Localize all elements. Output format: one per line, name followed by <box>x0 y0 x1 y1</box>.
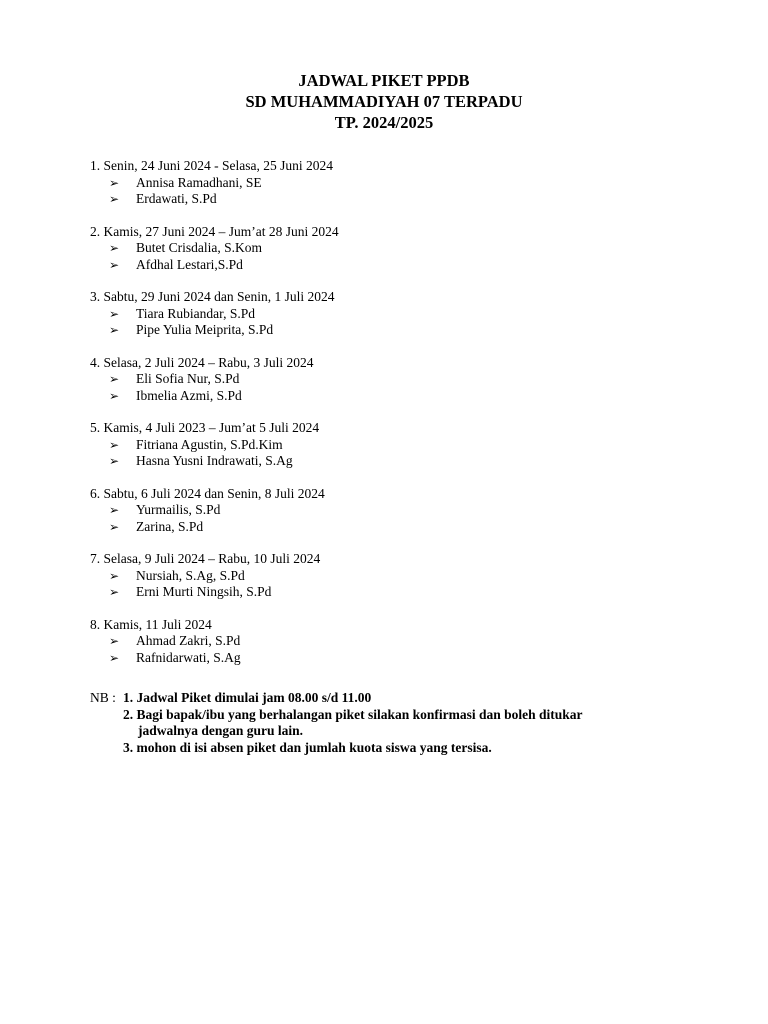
schedule-entry-heading: 6. Sabtu, 6 Juli 2024 dan Senin, 8 Juli 2024 <box>90 485 325 501</box>
schedule-person <box>90 257 710 274</box>
arrow-bullet-icon: ➢ <box>109 454 120 468</box>
schedule-person <box>90 306 710 323</box>
note-3: 3. mohon di isi absen piket dan jumlah kuota siswa yang tersisa. <box>123 739 492 755</box>
schedule-entry <box>90 355 710 405</box>
person-name: Tiara Rubiandar, S.Pd <box>136 305 255 321</box>
schedule-entry <box>90 551 710 601</box>
arrow-bullet-icon: ➢ <box>109 634 120 648</box>
schedule-person <box>90 322 710 339</box>
schedule-entry-heading: 3. Sabtu, 29 Juni 2024 dan Senin, 1 Juli 2024 <box>90 289 335 304</box>
person-name: Nursiah, S.Ag, S.Pd <box>136 567 245 583</box>
schedule-person <box>90 633 710 650</box>
schedule-person <box>90 388 710 405</box>
schedule-list <box>90 158 710 682</box>
title-line-1: JADWAL PIKET PPDB <box>298 71 470 90</box>
note-2: 2. Bagi bapak/ibu yang berhalangan piket silakan konfirmasi dan boleh ditukar <box>123 706 583 722</box>
schedule-person <box>90 584 710 601</box>
title-line-3: TP. 2024/2025 <box>334 113 434 132</box>
schedule-entry <box>90 158 710 208</box>
arrow-bullet-icon: ➢ <box>109 437 120 452</box>
notes-section <box>90 690 710 756</box>
schedule-person <box>90 240 710 257</box>
person-name: Ahmad Zakri, S.Pd <box>136 633 241 648</box>
arrow-bullet-icon: ➢ <box>109 257 120 272</box>
schedule-entry <box>90 486 710 536</box>
arrow-bullet-icon: ➢ <box>109 372 120 386</box>
arrow-bullet-icon: ➢ <box>109 388 120 403</box>
person-name: Pipe Yulia Meiprita, S.Pd <box>136 322 274 337</box>
person-name: Eli Sofia Nur, S.Pd <box>136 371 240 386</box>
note-2-continuation: jadwalnya dengan guru lain. <box>138 723 304 738</box>
arrow-bullet-icon: ➢ <box>109 503 120 517</box>
schedule-person <box>90 650 710 667</box>
arrow-bullet-icon: ➢ <box>109 175 120 190</box>
schedule-person <box>90 175 710 192</box>
person-name: Erni Murti Ningsih, S.Pd <box>136 584 272 599</box>
title-line-2: SD MUHAMMADIYAH 07 TERPADU <box>245 92 523 111</box>
schedule-entry-heading: 5. Kamis, 4 Juli 2023 – Jum’at 5 Juli 2024 <box>90 420 320 435</box>
schedule-person <box>90 191 710 208</box>
person-name: Rafnidarwati, S.Ag <box>136 649 241 665</box>
person-name: Yurmailis, S.Pd <box>136 502 221 517</box>
person-name: Butet Crisdalia, S.Kom <box>136 240 262 255</box>
schedule-person <box>90 437 710 454</box>
schedule-entry-heading: 8. Kamis, 11 Juli 2024 <box>90 616 212 632</box>
schedule-entry <box>90 289 710 339</box>
schedule-entry-heading: 7. Selasa, 9 Juli 2024 – Rabu, 10 Juli 2024 <box>90 551 321 566</box>
note-1: 1. Jadwal Piket dimulai jam 08.00 s/d 11.00 <box>123 690 372 705</box>
person-name: Ibmelia Azmi, S.Pd <box>136 387 242 403</box>
person-name: Zarina, S.Pd <box>136 518 204 534</box>
arrow-bullet-icon: ➢ <box>109 323 120 337</box>
arrow-bullet-icon: ➢ <box>109 585 120 599</box>
person-name: Annisa Ramadhani, SE <box>136 174 262 190</box>
schedule-person <box>90 519 710 536</box>
arrow-bullet-icon: ➢ <box>109 519 120 534</box>
schedule-person <box>90 371 710 388</box>
schedule-entry-heading: 2. Kamis, 27 Juni 2024 – Jum’at 28 Juni 2024 <box>90 223 339 239</box>
person-name: Hasna Yusni Indrawati, S.Ag <box>136 453 293 468</box>
schedule-entry <box>90 617 710 667</box>
notes-label: NB : <box>90 690 116 705</box>
schedule-person <box>90 568 710 585</box>
person-name: Erdawati, S.Pd <box>136 191 217 206</box>
arrow-bullet-icon: ➢ <box>109 241 120 255</box>
arrow-bullet-icon: ➢ <box>109 192 120 206</box>
arrow-bullet-icon: ➢ <box>109 568 120 583</box>
schedule-entry-heading: 4. Selasa, 2 Juli 2024 – Rabu, 3 Juli 2024 <box>90 354 314 370</box>
arrow-bullet-icon: ➢ <box>109 650 120 665</box>
arrow-bullet-icon: ➢ <box>109 306 120 321</box>
schedule-person <box>90 502 710 519</box>
schedule-entry <box>90 420 710 470</box>
person-name: Fitriana Agustin, S.Pd.Kim <box>136 436 283 452</box>
schedule-person <box>90 453 710 470</box>
person-name: Afdhal Lestari,S.Pd <box>136 256 243 272</box>
schedule-entry-heading: 1. Senin, 24 Juni 2024 - Selasa, 25 Juni 2024 <box>90 158 333 173</box>
document-title <box>0 70 768 133</box>
schedule-entry <box>90 224 710 274</box>
